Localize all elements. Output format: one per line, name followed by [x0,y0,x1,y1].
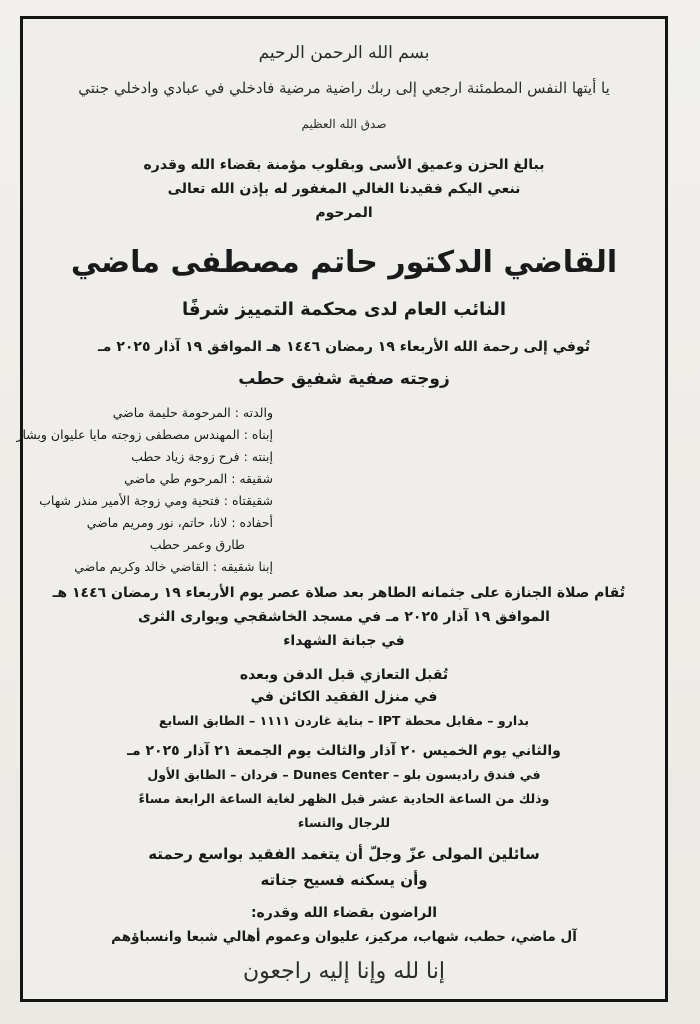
family-line: إبنا شقيقه : القاضي خالد وكريم ماضي [74,559,273,574]
condolences-home-line-2: في منزل الفقيد الكائن في [250,689,438,705]
intro-line-1: ببالغ الحزن وعميق الأسى وبقلوب مؤمنة بقضاء الله وقدره [143,157,545,173]
prayer-line-2: وأن يسكنه فسيح جناته [260,871,428,889]
condolences-hotel-line-4: للرجال والنساء [297,815,391,830]
wife-line: زوجته صفية شفيق حطب [238,369,450,389]
condolences-hotel-line-3: وذلك من الساعة الحادية عشر قبل الظهر لغاية الساعة الرابعة مساءً [138,791,550,806]
family-line: أحفاده : لانا، حاتم، نور ومريم ماضي [86,515,273,530]
condolences-hotel-line-1: والثاني يوم الخميس ٢٠ آذار والثالث يوم الجمعة ٢١ آذار ٢٠٢٥ مـ [127,743,561,759]
closing-verse-calligraphy: إنا لله وإنا إليه راجعون [243,959,445,984]
condolences-hotel-line-2: في فندق راديسون بلو – Dunes Center – فردان – الطابق الأول [147,767,541,782]
family-line: إبنته : فرح زوجة زياد حطب [131,449,273,464]
family-line: والدته : المرحومة حليمة ماضي [112,405,273,420]
intro-line-3: المرحوم [315,205,373,221]
quran-verse-calligraphy: يا أيتها النفس المطمئنة ارجعي إلى ربك راضية مرضية فادخلي في عبادي وادخلي جنتي [78,79,610,97]
funeral-line-1: تُقام صلاة الجنازة على جثمانه الطاهر بعد صلاة عصر يوم الأربعاء ١٩ رمضان ١٤٤٦ هـ [52,585,625,601]
deceased-name: القاضي الدكتور حاتم مصطفى ماضي [70,245,618,280]
obituary-frame [16,16,668,1002]
prayer-line-1: سائلين المولى عزّ وجلّ أن يتغمد الفقيد بواسع رحمته [148,845,540,863]
family-line: شقيقتاه : فتحية ومي زوجة الأمير منذر شهاب [39,493,273,508]
condolences-home-address: بدارو – مقابل محطة IPT – بناية غاردن ١١١١ – الطابق السابع [158,713,530,728]
deceased-title: النائب العام لدى محكمة التمييز شرفًا [181,299,507,320]
family-line: طارق وعمر حطب [149,537,245,552]
condolences-home-line-1: تُقبل التعازي قبل الدفن وبعده [239,667,449,683]
funeral-line-3: في جبانة الشهداء [283,633,405,649]
sadaqa-calligraphy: صدق الله العظيم [301,117,387,131]
intro-line-2: ننعي اليكم فقيدنا الغالي المغفور له بإذن الله تعالى [167,181,521,197]
mourners-heading: الراضون بقضاء الله وقدره: [250,905,438,921]
basmala-calligraphy: بسم الله الرحمن الرحيم [258,43,430,63]
family-line: إبناه : المهندس مصطفى زوجته مايا عليوان وبشار [16,427,273,442]
funeral-line-2: الموافق ١٩ آذار ٢٠٢٥ مـ في مسجد الخاشقجي ويوارى الثرى [138,609,550,625]
death-notice: تُوفي إلى رحمة الله الأربعاء ١٩ رمضان ١٤٤٦ هـ الموافق ١٩ آذار ٢٠٢٥ مـ [98,339,590,355]
family-line: شقيقه : المرحوم طي ماضي [124,471,273,486]
mourners-names: آل ماضي، حطب، شهاب، مركيز، عليوان وعموم أهالي شبعا وانسباؤهم [111,929,577,945]
